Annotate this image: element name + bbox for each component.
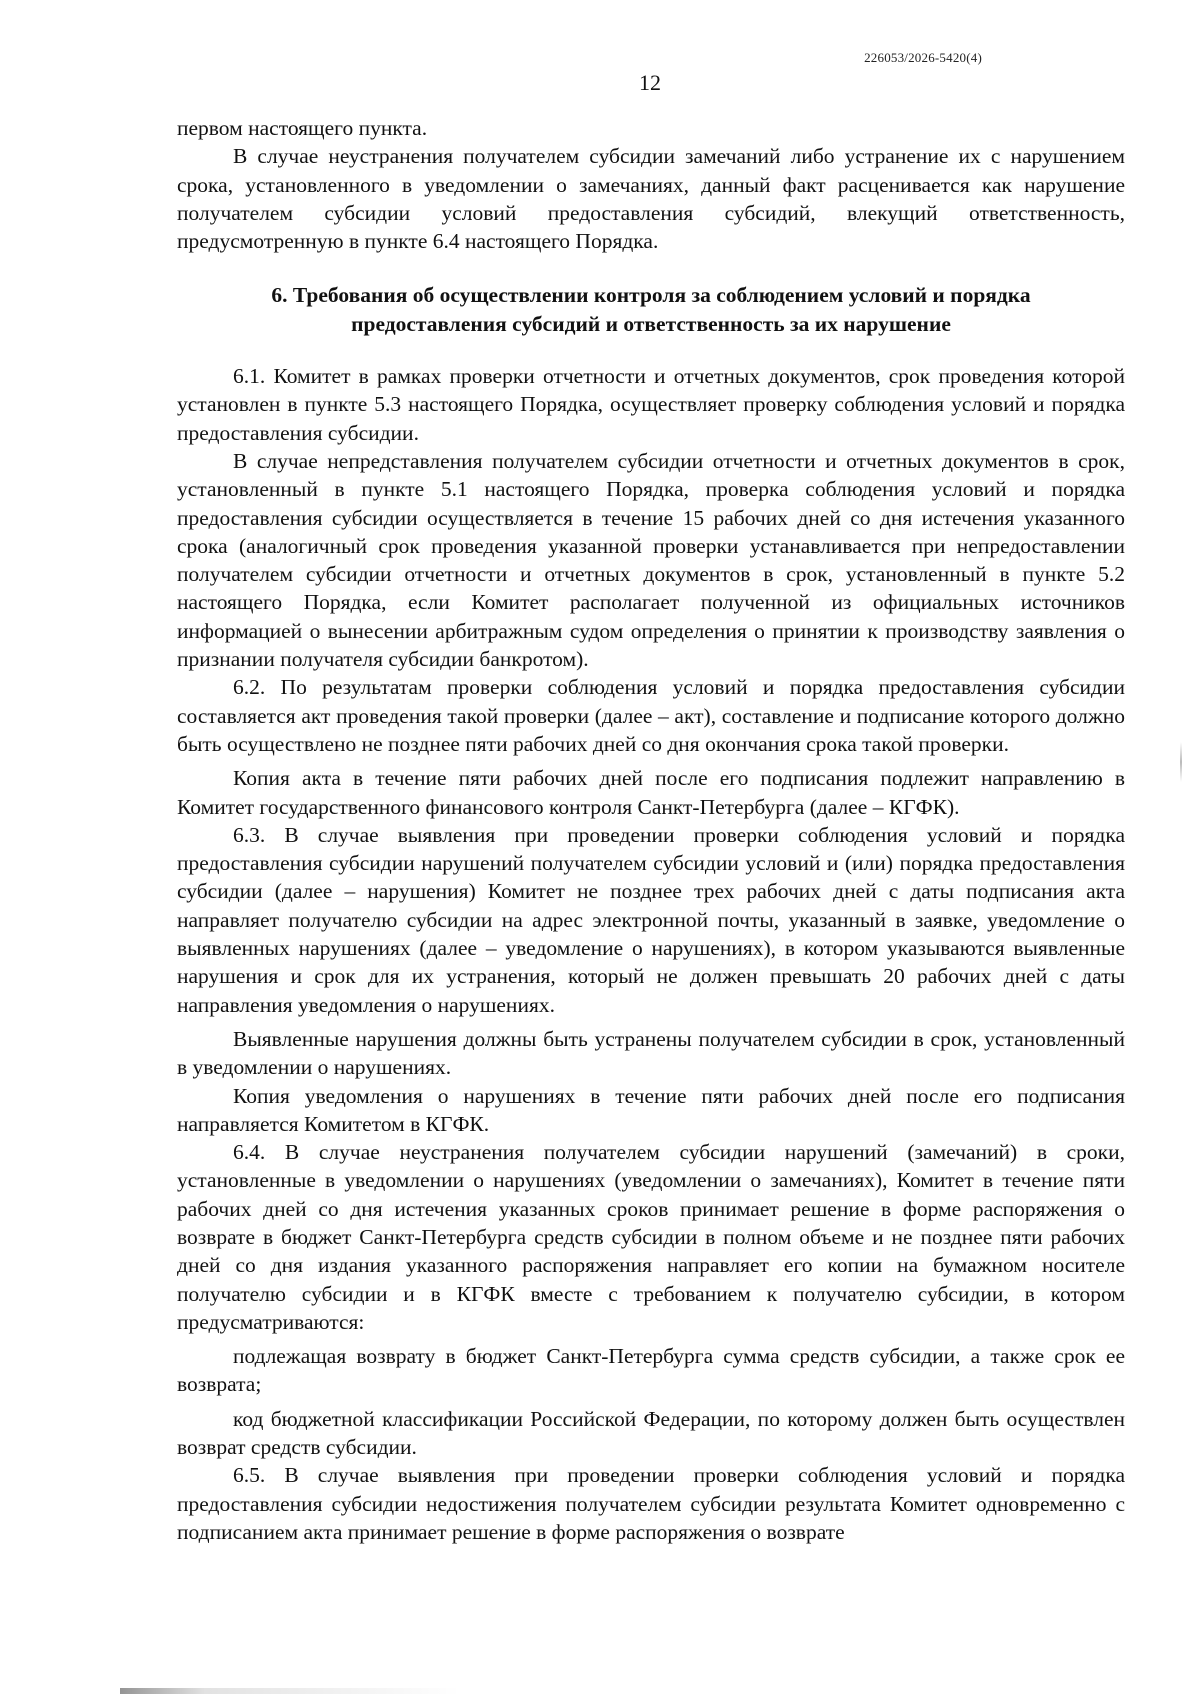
scan-bottom-smudge <box>120 1688 460 1694</box>
paragraph-6-1: 6.1. Комитет в рамках проверки отчетности и отчетных документов, срок проведения которой установлен в пункте 5.3 настоящего Порядка, осуществляет проверку соблюдения условий и порядка предоставления субсидии. <box>177 364 1125 445</box>
page-number: 12 <box>639 70 661 95</box>
paragraph-6-4: 6.4. В случае неустранения получателем субсидии нарушений (замечаний) в сроки, установленные в уведомлении о нарушениях (уведомлении о замечаниях), Комитет в течение пяти рабочих дней со дня истечения указанных сроков принимает решение в форме распоряжения о возврате в бюджет Санкт-Петербурга средств субсидии в полном объеме и не позднее пяти рабочих дней со дня издания указанного распоряжения направляет его копии на бумажном носителе получателю субсидии и в КГФК вместе с требованием к получателю субсидии, в котором предусматриваются: <box>177 1140 1125 1334</box>
paragraph-6-2: 6.2. По результатам проверки соблюдения условий и порядка предоставления субсидии составляется акт проведения такой проверки (далее – акт), составление и подписание которого должно быть осуществлено не позднее пяти рабочих дней со дня окончания срока такой проверки. <box>177 675 1125 756</box>
paragraph-6-2-copy: Копия акта в течение пяти рабочих дней после его подписания подлежит направлению в Комитет государственного финансового контроля Санкт-Петербурга (далее – КГФК). <box>177 766 1125 819</box>
paragraph-6-3: 6.3. В случае выявления при проведении проверки соблюдения условий и порядка предоставления субсидии нарушений получателем субсидии условий и (или) порядка предоставления субсидии (далее – нарушения) Комитет не позднее трех рабочих дней с даты подписания акта направляет получателю субсидии на адрес электронной почты, указанный в заявке, уведомление о выявленных нарушениях (далее – уведомление о нарушениях), в котором указываются выявленные нарушения и срок для их устранения, который не должен превышать 20 рабочих дней с даты направления уведомления о нарушениях. <box>177 822 1125 1017</box>
paragraph-6-3-violations: Выявленные нарушения должны быть устранены получателем субсидии в срок, установленный в уведомлении о нарушениях. <box>177 1026 1125 1080</box>
paragraph-6-5: 6.5. В случае выявления при проведении проверки соблюдения условий и порядка предоставления субсидии недостижения получателем субсидии результата Комитет одновременно с подписанием акта принимает решение в форме распоряжения о возврате <box>177 1463 1125 1544</box>
paragraph-continuation: первом настоящего пункта. <box>177 116 428 140</box>
paragraph-5-remarks: В случае неустранения получателем субсидии замечаний либо устранение их с нарушением срока, установленного в уведомлении о замечаниях, данный факт расценивается как нарушение получателем субсидии условий предоставления субсидий, влекущий ответственность, предусмотренную в пункте 6.4 настоящего Порядка. <box>177 144 1125 254</box>
document-body <box>177 114 1125 1546</box>
document-registration-code: 226053/2026-5420(4) <box>864 50 982 65</box>
scan-margin-mark <box>1180 742 1182 782</box>
paragraph-6-1-continued: В случае непредставления получателем субсидии отчетности и отчетных документов в срок, установленный в пункте 5.1 настоящего Порядка, проверка соблюдения условий и порядка предоставления субсидии осуществляется в течение 15 рабочих дней со дня истечения указанного срока (аналогичный срок проведения указанной проверки устанавливается при непредоставлении получателем субсидии отчетности и отчетных документов в срок, установленный в пункте 5.2 настоящего Порядка, если Комитет располагает полученной из официальных источников информацией о вынесении арбитражным судом определения о принятии к производству заявления о признании получателя субсидии банкротом). <box>177 448 1125 672</box>
paragraph-6-4-code: код бюджетной классификации Российской Федерации, по которому должен быть осуществлен возврат средств субсидии. <box>177 1406 1125 1460</box>
section-6-heading: 6. Требования об осуществлении контроля за соблюдением условий и порядка предоставления субсидий и ответственность за их нарушение <box>271 283 1031 336</box>
paragraph-6-4-amount: подлежащая возврату в бюджет Санкт-Петербурга сумма средств субсидии, а также срок ее возврата; <box>177 1344 1125 1397</box>
paragraph-6-3-copy: Копия уведомления о нарушениях в течение пяти рабочих дней после его подписания направляется Комитетом в КГФК. <box>177 1083 1125 1136</box>
